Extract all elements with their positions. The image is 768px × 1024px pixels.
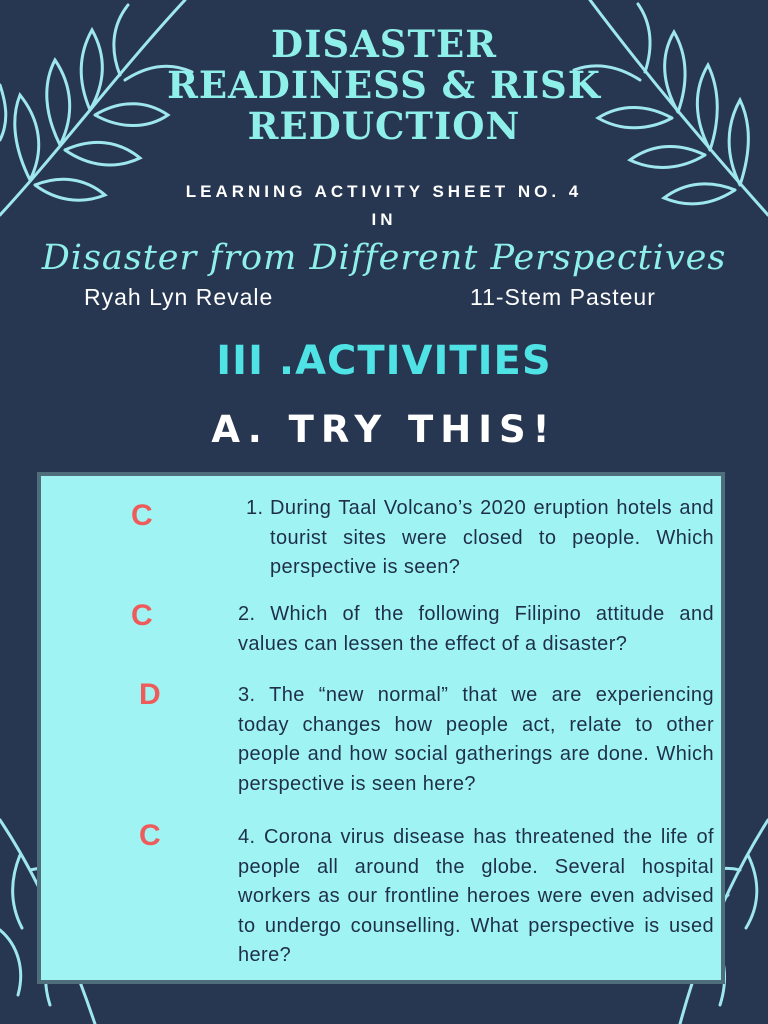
question-number: 2. [238,603,256,625]
question-number: 1. [246,497,264,519]
question-1 [246,494,714,583]
question-text: During Taal Volcano’s 2020 eruption hotels and tourist sites were closed to people. Which perspective is seen? [270,497,714,578]
connector-label: IN [371,210,397,229]
title-line: REDUCTION [247,104,521,148]
student-section: 11-Stem Pasteur [470,284,656,310]
question-text: Which of the following Filipino attitude and values can lessen the effect of a disaster? [238,603,714,655]
answer-2: C [131,599,153,632]
question-2 [238,600,714,659]
page-title [0,24,768,147]
title-line: DISASTER [270,22,498,66]
answer-4: C [139,819,161,852]
question-number: 4. [238,826,256,848]
title-line: READINESS & RISK [167,63,601,107]
question-4 [238,823,714,971]
question-card [37,472,725,984]
question-text: The “new normal” that we are experiencing today changes how people act, relate to other people and how social gatherings are done. Which perspective is seen here? [238,684,714,795]
question-text: Corona virus disease has threatened the life of people all around the globe. Several hospital workers as our frontline heroes were even advised to undergo counselling. What perspective is used here? [238,826,714,966]
try-this-heading: A. TRY THIS! [211,408,557,451]
sheet-label: LEARNING ACTIVITY SHEET NO. 4 [185,182,583,201]
question-number: 3. [238,684,256,706]
answer-3: D [139,678,161,711]
question-3 [238,681,714,799]
activities-heading: III .ACTIVITIES [216,338,552,384]
answer-1: C [131,499,153,532]
student-name: Ryah Lyn Revale [84,284,274,310]
subject-title: Disaster from Different Perspectives [41,238,727,278]
